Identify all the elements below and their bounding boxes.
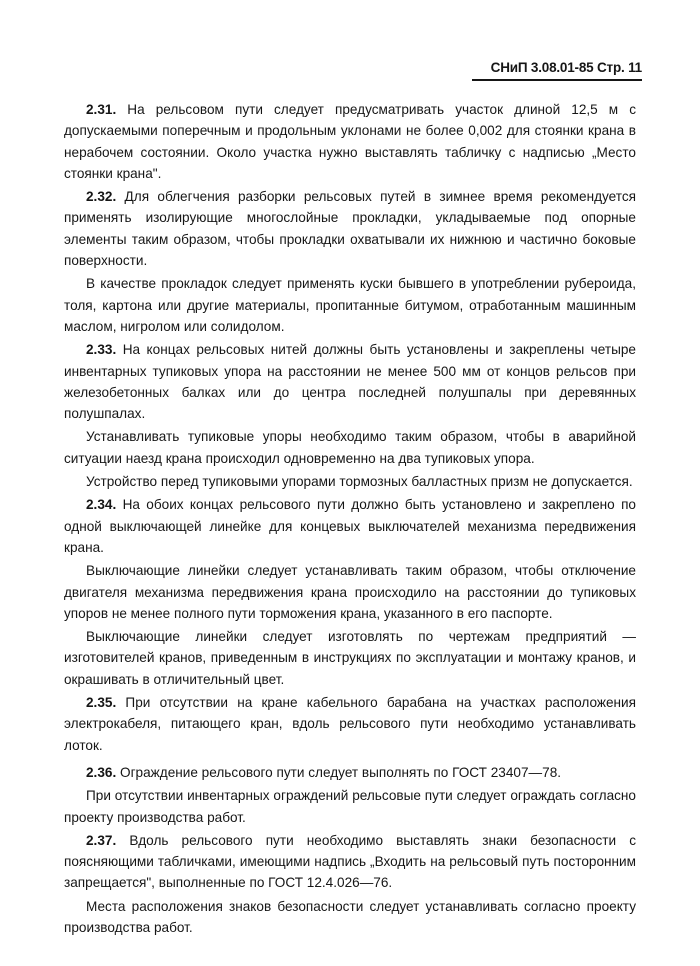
paragraph-2-34-cont-1 [64,560,636,624]
paragraph-2-37 [64,830,636,894]
paragraph-text: Места расположения знаков безопасности следует устанавливать согласно проекту производства работ. [64,898,636,935]
page-header: СНиП 3.08.01-85 Стр. 11 [490,60,642,75]
clause-number: 2.33. [86,342,117,358]
paragraph-text: При отсутствии инвентарных ограждений рельсовые пути следует ограждать согласно проекту производства работ. [64,788,636,825]
paragraph-text: Устанавливать тупиковые упоры необходимо таким образом, чтобы в аварийной ситуации наезд крана происходил одновременно на два тупиковых упора. [64,429,636,466]
paragraph-text: Выключающие линейки следует устанавливать таким образом, чтобы отключение двигателя механизма передвижения крана происходило на расстоянии до тупиковых упоров не менее полного пути торможения крана, указанного в его паспорте. [64,563,636,621]
clause-number: 2.34. [86,497,117,513]
paragraph-2-34 [64,494,636,558]
paragraph-2-35 [64,692,636,756]
paragraph-2-37-cont [64,896,636,939]
paragraph-text: На концах рельсовых нитей должны быть установлены и закреплены четыре инвентарных тупиковых упора на расстоянии не менее 500 мм от концов рельсов при железобетонных балках или до центра последней полушпалы при деревянных полушпалах. [64,342,636,422]
clause-number: 2.36. [86,764,117,780]
clause-number: 2.35. [86,695,117,711]
header-divider [472,79,642,81]
paragraph-text: На рельсовом пути следует предусматривать участок длиной 12,5 м с допускаемыми поперечным и продольным уклонами не более 0,002 для стоянки крана в нерабочем состоянии. Около участка нужно выставлять табличку с надписью „Место стоянки крана". [64,102,636,181]
paragraph-2-33-cont-1 [64,426,636,469]
paragraph-text: В качестве прокладок следует применять куски бывшего в употреблении рубероида, толя, картона или другие материалы, пропитанные битумом, отработанным машинным маслом, нигролом или солидолом. [64,276,636,334]
paragraph-2-33-cont-2 [64,471,636,492]
paragraph-text: Для облегчения разборки рельсовых путей в зимнее время рекомендуется применять изолирующие многослойные прокладки, укладываемые под опорные элементы таким образом, чтобы прокладки охватывали их нижнюю и частично боковые поверхности. [64,189,636,269]
paragraph-text: На обоих концах рельсового пути должно быть установлено и закреплено по одной выключающей линейке для концевых выключателей механизма передвижения крана. [64,497,636,555]
paragraph-2-34-cont-2 [64,626,636,690]
paragraph-2-33 [64,339,636,424]
paragraph-text: При отсутствии на кране кабельного барабана на участках расположения электрокабеля, питающего кран, вдоль рельсового пути необходимо устанавливать лоток. [64,695,636,753]
paragraph-2-36-cont [64,785,636,828]
paragraph-2-32-cont [64,273,636,337]
document-body [64,99,636,940]
clause-number: 2.32. [86,189,117,205]
paragraph-2-31 [64,99,636,184]
clause-number: 2.31. [86,102,117,117]
paragraph-text: Ограждение рельсового пути следует выполнять по ГОСТ 23407—78. [116,764,562,780]
clause-number: 2.37. [86,832,117,848]
paragraph-2-32 [64,186,636,271]
paragraph-text: Устройство перед тупиковыми упорами тормозных балластных призм не допускается. [86,474,633,490]
paragraph-text: Вдоль рельсового пути необходимо выставлять знаки безопасности с поясняющими табличками, имеющими надпись „Входить на рельсовый путь посторонним запрещается", выполненные по ГОСТ 12.4.026—76. [64,832,636,891]
paragraph-text: Выключающие линейки следует изготовлять по чертежам предприятий — изготовителей кранов, приведенным в инструкциях по эксплуатации и монтажу кранов, и окрашивать в отличительный цвет. [64,629,636,687]
paragraph-2-36 [64,762,636,783]
